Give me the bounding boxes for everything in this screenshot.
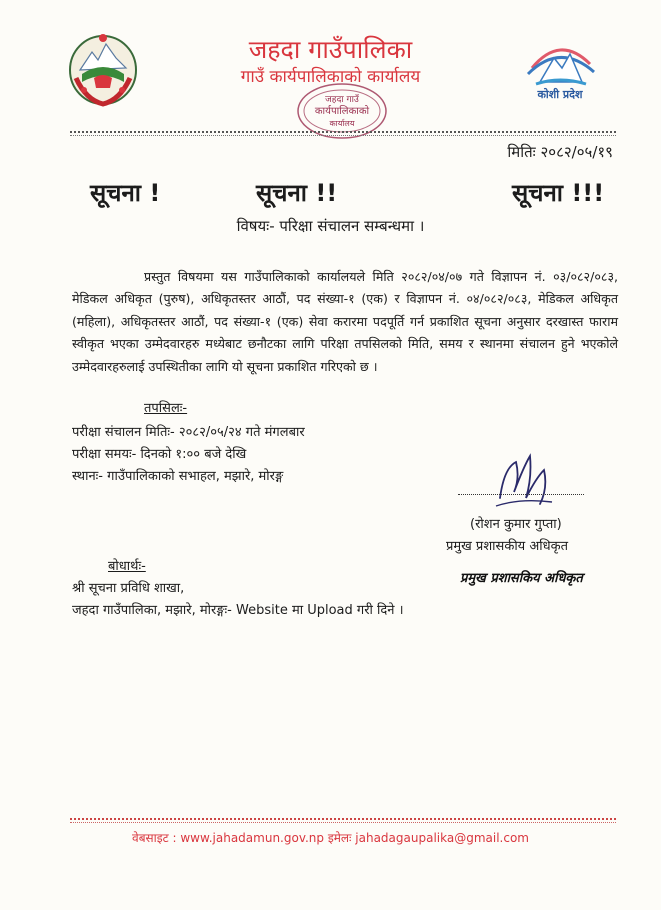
exam-time: परीक्षा समयः- दिनको १:०० बजे देखि xyxy=(72,447,247,462)
office-name: जहदा गाउँपालिका xyxy=(248,35,413,64)
footer-divider xyxy=(70,818,616,820)
footer-contact: वेबसाइट : www.jahadamun.gov.np इमेलः jahadagaupalika@gmail.com xyxy=(132,831,529,845)
notice-heading-3: सूचना !!! xyxy=(512,179,605,207)
koshi-pradesh-logo-icon xyxy=(518,34,602,110)
fyi-heading: बोधार्थः- xyxy=(108,559,146,574)
document-date: मितिः २०८२/०५/१९ xyxy=(507,143,613,161)
signature-line xyxy=(458,494,584,495)
office-subtitle: गाउँ कार्यपालिकाको कार्यालय xyxy=(240,67,421,87)
signatory-role: प्रमुख प्रशासकीय अधिकृत xyxy=(446,539,569,554)
header-divider xyxy=(70,131,616,133)
exam-place: स्थानः- गाउँपालिकाको सभाहल, मझारे, मोरङ्ग xyxy=(72,469,284,484)
stamp-line-3: कार्यालय xyxy=(329,119,355,128)
notice-heading-1: सूचना ! xyxy=(90,179,161,207)
stamp-line-1: जहदा गाउँ xyxy=(325,95,359,105)
signature-icon xyxy=(490,448,558,514)
fyi-instruction: जहदा गाउँपालिका, मझारे, मोरङ्गः- Website मा Upload गरी दिने । xyxy=(72,603,404,618)
subject-line: विषयः- परिक्षा संचालन सम्बन्धमा । xyxy=(236,217,425,235)
notice-body: प्रस्तुत विषयमा यस गाउँपालिकाको कार्यालयले मिति २०८२/०४/०७ गते विज्ञापन नं. ०३/०८२/०८३, मेडिकल अधिकृत (पुरुष), अधिकृतस्तर आठौं, पद संख्या-१ (एक) र विज्ञापन नं. ०४/०८२/०८३, मेडिकल अधिकृत (महिला), अधिकृतस्तर आठौं, पद संख्या-१ (एक) सेवा करारमा पदपूर्ति गर्न प्रकाशित सूचना अनुसार दरखास्त फाराम स्वीकृत भएका उम्मेदवारहरु मध्येबाट छनौटका लागि परिक्षा तपसिलको मिति, समय र स्थानमा संचालन हुने भएकोले उम्मेदवारहरुलाई उपस्थितीका लागि यो सूचना प्रकाशित गरिएको छ । xyxy=(72,269,618,374)
notice-heading-2: सूचना !! xyxy=(256,179,338,207)
signatory-name: (रोशन कुमार गुप्ता) xyxy=(470,517,562,532)
fyi-recipient: श्री सूचना प्रविधि शाखा, xyxy=(72,581,185,596)
header-divider-secondary xyxy=(70,135,616,136)
footer-divider-secondary xyxy=(70,822,616,823)
koshi-pradesh-logo-text: कोशी प्रदेश xyxy=(537,88,583,101)
stamp-line-2: कार्यपालिकाको xyxy=(314,106,370,117)
exam-date: परीक्षा संचालन मितिः- २०८२/०५/२४ गते मंगलबार xyxy=(72,425,305,440)
signatory-stamp: प्रमुख प्रशासकिय अधिकृत xyxy=(460,571,583,586)
details-heading: तपसिलः- xyxy=(144,401,188,416)
